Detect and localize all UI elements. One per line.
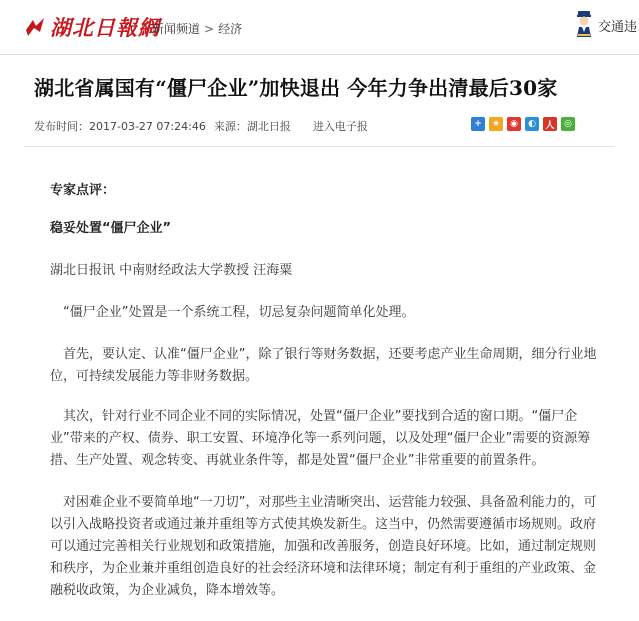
- site-logo[interactable]: [24, 10, 160, 44]
- logo-text: 湖北日報網: [50, 15, 160, 40]
- breadcrumb: [152, 20, 242, 37]
- people-icon[interactable]: 人: [543, 117, 557, 131]
- logo-mark-icon: [24, 16, 46, 38]
- breadcrumb-economy[interactable]: 经济: [218, 22, 243, 36]
- article-title: 湖北省属国有“僵尸企业”加快退出 今年力争出清最后30家: [34, 76, 558, 100]
- body-paragraph: 对困难企业不要简单地“一刀切”，对那些主业清晰突出、运营能力较强、具备盈利能力的，可以引入战略投资者或通过兼并重组等方式使其焕发新生。这当中，仍然需要遵循市场规则。政府可以通过完善相关行业规划和政策措施，加强和改善服务，创造良好环境。比如，通过制定规则和秩序，为企业兼并重组创造良好的社会经济环境和法律环境；制定有利于重组的产业政策、金融税收政策，为企业减负，降本增效等。: [50, 495, 597, 598]
- source-label: 来源：: [213, 120, 247, 133]
- top-bar: [0, 0, 639, 54]
- wechat-icon[interactable]: ◎: [561, 117, 575, 131]
- body-paragraph: 其次，针对行业不同企业不同的实际情况，处置“僵尸企业”要找到合适的窗口期。“僵尸企业”带来的产权、债券、职工安置、环境净化等一系列问题，以及处理“僵尸企业”需要的资源筹措、生产处置、观念转变、再就业条件等，都是处置“僵尸企业”非常重要的前置条件。: [50, 409, 591, 468]
- publish-time: 2017-03-27 07:24:46: [89, 120, 206, 133]
- plus-share-icon[interactable]: +: [471, 117, 485, 131]
- traffic-police-icon: [574, 10, 594, 40]
- expert-comment-heading: 专家点评：: [50, 183, 116, 198]
- publish-label: 发布时间：: [34, 120, 89, 133]
- epaper-link[interactable]: 进入电子报: [312, 120, 368, 133]
- byline-paragraph: 湖北日报讯 中南财经政法大学教授 汪海粟: [50, 263, 293, 278]
- share-bar: [471, 117, 575, 131]
- traffic-link[interactable]: [574, 10, 637, 40]
- breadcrumb-separator: >: [204, 22, 215, 36]
- weibo-icon[interactable]: ◉: [507, 117, 521, 131]
- qzone-icon[interactable]: ★: [489, 117, 503, 131]
- body-paragraph: “僵尸企业”处置是一个系统工程，切忌复杂问题简单化处理。: [63, 305, 415, 320]
- article-meta: [34, 118, 368, 134]
- body-paragraph: 首先，要认定、认准“僵尸企业”，除了银行等财务数据，还要考虑产业生命周期，细分行业地位，可持续发展能力等非财务数据。: [50, 347, 597, 384]
- subheading: 稳妥处置“僵尸企业”: [50, 221, 172, 236]
- breadcrumb-news-channel[interactable]: 新闻频道: [152, 22, 201, 36]
- meta-divider: [24, 146, 615, 147]
- source-name: 湖北日报: [246, 120, 291, 133]
- header-divider: [0, 54, 639, 55]
- tencent-weibo-icon[interactable]: ◐: [525, 117, 539, 131]
- traffic-label: 交通违: [598, 19, 638, 35]
